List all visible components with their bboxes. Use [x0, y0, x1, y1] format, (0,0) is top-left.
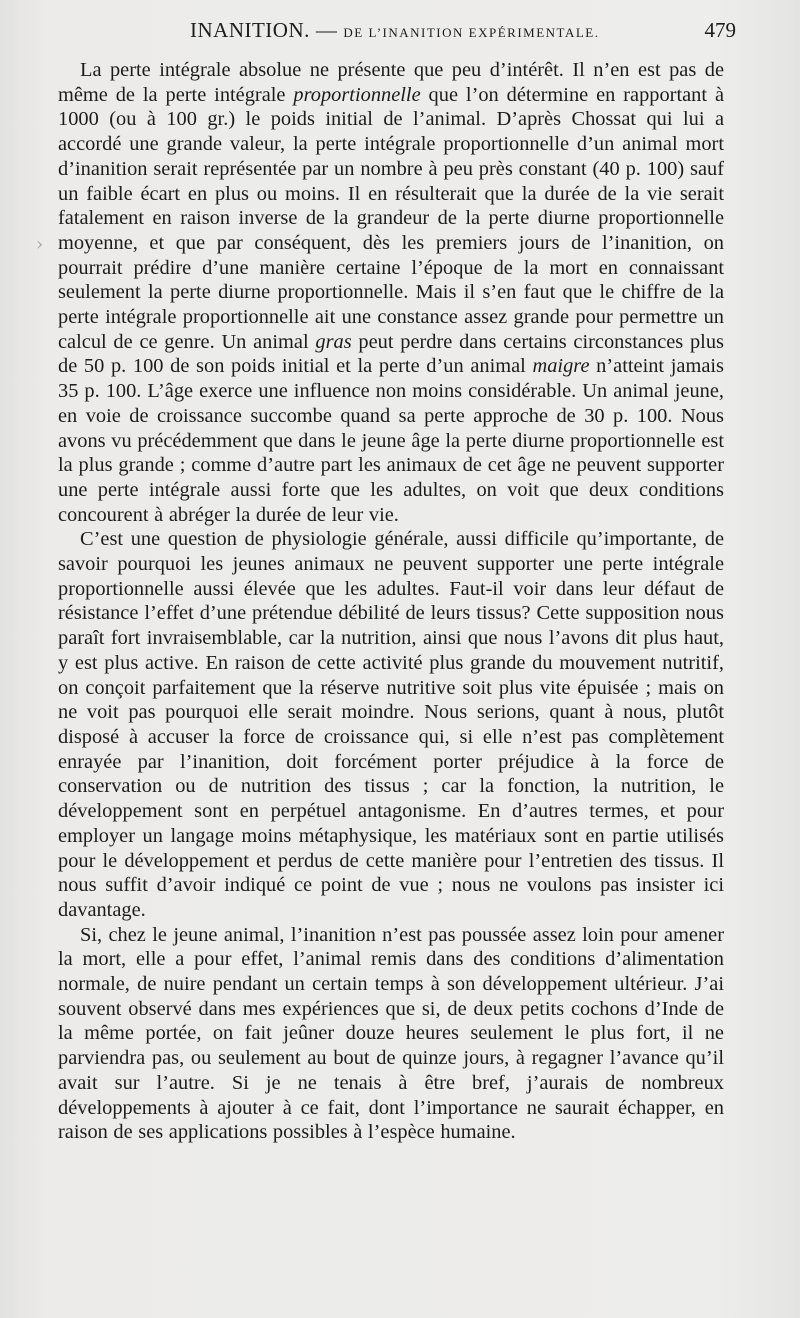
margin-mark: › [36, 234, 44, 255]
italic-text: maigre [532, 355, 590, 378]
italic-text: gras [315, 330, 352, 353]
title-separator: — [315, 18, 338, 42]
running-header [58, 18, 736, 48]
text-segment: Si, chez le jeune animal, l’inanition n’est pas poussée assez loin pour amener la mort, elle a pour effet, l’animal remis dans des conditions d’alimentation normale, de nuire pendant un certain temps à son développement ultérieur. J’ai souvent observé dans mes expériences que si, de deux petits cochons d’Inde de la même portée, on fait jeûner douze heures seulement le plus fort, il ne parviendra pas, ou seulement au bout de quinze jours, à regagner l’avance qu’il avait sur l’autre. Si je ne tenais à être bref, j’aurais de nombreux développements à ajouter à ce fait, dont l’importance ne saurait échapper, en raison de ses applications possibles à l’espèce humaine. [58, 923, 724, 1144]
paragraph [58, 923, 724, 1145]
page-number: 479 [704, 18, 736, 42]
text-segment: C’est une question de physiologie générale, aussi difficile qu’importante, de savoir pourquoi les jeunes animaux ne peuvent supporter une perte intégrale proportionnelle aussi élevée que les adultes. Faut-il voir dans leur défaut de résistance l’effet d’une prétendue débilité de leurs tissus? Cette supposition nous paraît fort invraisemblable, car la nutrition, ainsi que nous l’avons dit plus haut, y est plus active. En raison de cette activité plus grande du mouvement nutritif, on conçoit parfaitement que la réserve nutritive soit plus vite épuisée ; mais on ne voit pas pourquoi elle serait moindre. Nous serions, quant à nous, plutôt disposé à accuser la force de croissance qui, si elle n’est pas complètement enrayée par l’inanition, doit forcément porter préjudice à la force de conservation ou de nutrition des tissus ; car la fonction, la nutrition, le développement sont en perpétuel antagonisme. En d’autres termes, et pour employer un langage moins métaphysique, les matériaux sont en partie utilisés pour le développement et perdus de cette manière pour l’entretien des tissus. Il nous suffit d’avoir indiqué ce point de vue ; nous ne voulons pas insister ici davantage. [58, 528, 724, 921]
text-segment: La perte intégrale absolue ne présente que peu d’intérêt. Il n’en est pas de même de la perte intégrale [58, 59, 724, 106]
italic-text: proportionnelle [293, 83, 421, 106]
text-segment: peut perdre dans certains circonstances plus de 50 p. 100 de son poids initial et la perte d’un animal [58, 330, 724, 378]
section-title: DE L’INANITION EXPÉRIMENTALE. [343, 25, 600, 40]
running-title-main: INANITION. [190, 18, 310, 42]
running-title [190, 18, 599, 43]
text-segment: que l’on détermine en rapportant à 1000 (ou à 100 gr.) le poids initial de l’animal. D’après Chossat qui lui a accordé une grande valeur, la perte intégrale proportionnelle d’un animal mort d’inanition serait représentée par un nombre à peu près constant (40 p. 100) sauf un faible écart en plus ou moins. Il en résulterait que la durée de la vie serait fatalement en raison inverse de la grandeur de la perte diurne proportionnelle moyenne, et que par conséquent, dès les premiers jours de l’inanition, on pourrait prédire d’une manière certaine l’époque de la mort en connaissant seulement la perte diurne proportionnelle. Mais il s’en faut que le chiffre de la perte intégrale proportionnelle ait une constance assez grande pour permettre un calcul de ce genre. Un animal [58, 83, 724, 353]
paragraph [58, 58, 724, 527]
paragraph [58, 527, 724, 922]
text-segment: n’atteint jamais 35 p. 100. L’âge exerce une influence non moins considérable. Un animal jeune, en voie de croissance succombe quand sa perte approche de 30 p. 100. Nous avons vu précédemment que dans le jeune âge la perte diurne proportionnelle est la plus grande ; comme d’autre part les animaux de cet âge ne peuvent supporter une perte intégrale aussi forte que les adultes, on voit que deux conditions concourent à abréger la durée de leur vie. [58, 355, 724, 526]
body-text [58, 58, 724, 1145]
